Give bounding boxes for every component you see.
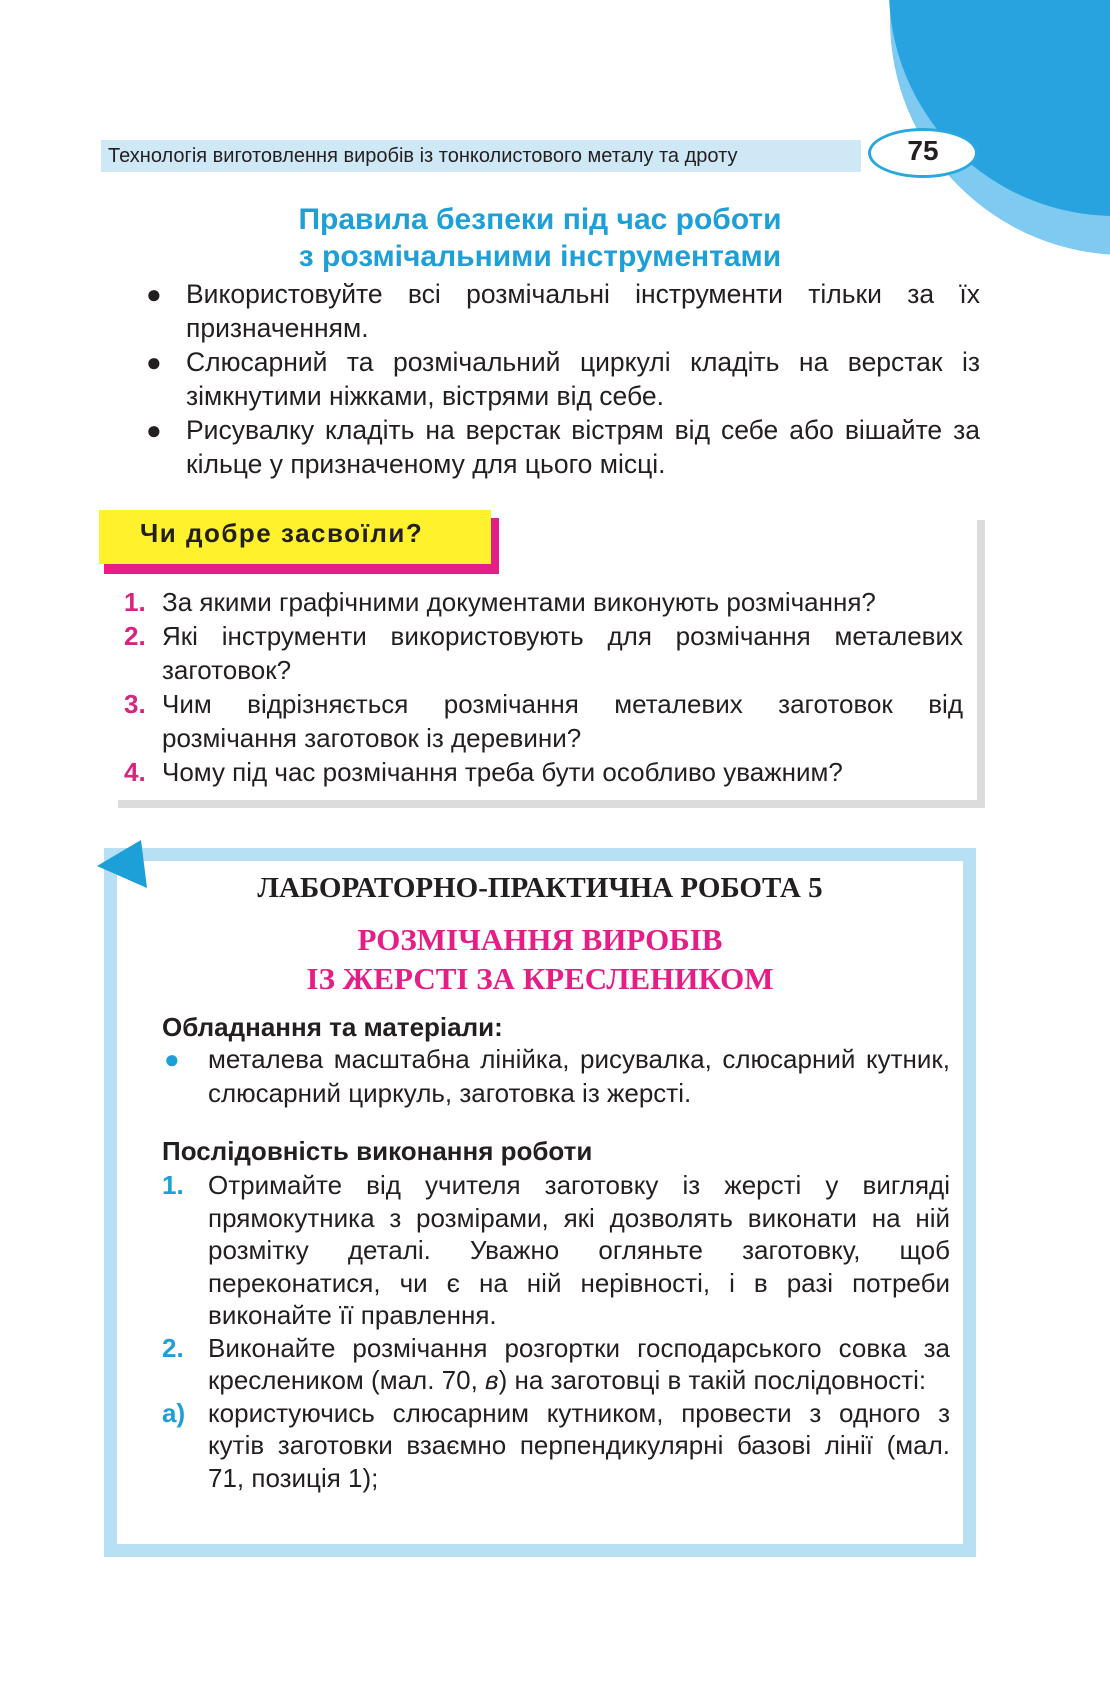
safety-rule [140,277,980,345]
question-number: 3. [124,689,146,719]
question-text: Чому під час розмічання треба бути особливо уважним? [162,757,843,787]
question-number: 1. [124,587,146,617]
step-number: а) [162,1397,186,1428]
safety-rules-list [140,277,980,481]
review-question [120,585,963,619]
review-question [120,687,963,755]
materials-heading: Обладнання та матеріали: [162,1012,503,1042]
bullet-icon: ● [146,347,162,377]
page-number: 75 [907,135,939,166]
question-number: 2. [124,621,146,651]
lab-title: ЛАБОРАТОРНО-ПРАКТИЧНА РОБОТА 5 [257,872,823,904]
safety-rule-text: Слюсарний та розмічальний циркулі кладіть на верстак із зімкнутими ніжками, вістрями від себе. [186,347,980,411]
materials-list [160,1042,950,1110]
step-item [160,1332,950,1397]
question-number: 4. [124,757,146,787]
review-tab-label: Чи добре засвоїли? [140,518,424,548]
step-text-before: Виконайте розмічання розгортки господарського совка за креслеником (мал. 70, [208,1332,950,1395]
question-text: Чим відрізняється розмічання металевих заготовок від розмічання заготовок із деревини? [162,689,963,753]
materials-item-text: металева масштабна лінійка, рисувалка, слюсарний кутник, слюсарний циркуль, заготовка із жерсті. [208,1044,950,1108]
step-text: користуючись слюсарним кутником, провести з одного з кутів заготовки взаємно перпендикулярні базові лінії (мал. 71, позиція 1); [208,1397,950,1493]
sequence-heading: Послідовність виконання роботи [162,1136,593,1166]
materials-item [160,1042,950,1110]
lab-subtitle-line1: РОЗМІЧАННЯ ВИРОБІВ [357,922,723,957]
step-text-after: ) на заготовці в такій послідовності: [498,1365,927,1395]
lab-subtitle [104,920,976,998]
safety-title [150,201,930,275]
safety-title-line2: з розмічальними інструментами [298,240,782,273]
bullet-icon: ● [164,1044,180,1074]
step-item [160,1169,950,1332]
safety-title-line1: Правила безпеки під час роботи [298,203,782,236]
step-text-italic: в [485,1365,499,1395]
bullet-icon: ● [146,279,162,309]
review-question [120,619,963,687]
lab-subtitle-line2: ІЗ ЖЕРСТІ ЗА КРЕСЛЕНИКОМ [306,961,774,996]
step-text: Отримайте від учителя заготовку із жерсті у вигляді прямокутника з розмірами, які дозволять виконати на ній розмітку деталі. Уважно огляньте заготовку, щоб переконатися, чи є на ній нерівності, і в разі потреби виконайте її правлення. [208,1170,950,1330]
bullet-icon: ● [146,415,162,445]
question-text: За якими графічними документами виконують розмічання? [162,587,876,617]
step-number: 1. [162,1170,184,1200]
question-text: Які інструменти використовують для розмічання металевих заготовок? [162,621,963,685]
chapter-title: Технологія виготовлення виробів із тонколистового металу та дроту [108,145,738,167]
review-question [120,755,963,789]
step-number: 2. [162,1332,184,1363]
step-item [160,1397,950,1495]
safety-rule [140,413,980,481]
safety-rule-text: Рисувалку кладіть на верстак вістрям від себе або вішайте за кільце у призначеному для цього місці. [186,415,980,479]
review-questions-list [120,585,963,789]
safety-rule-text: Використовуйте всі розмічальні інструменти тільки за їх призначенням. [186,279,980,343]
safety-rule [140,345,980,413]
steps-list [160,1169,950,1494]
